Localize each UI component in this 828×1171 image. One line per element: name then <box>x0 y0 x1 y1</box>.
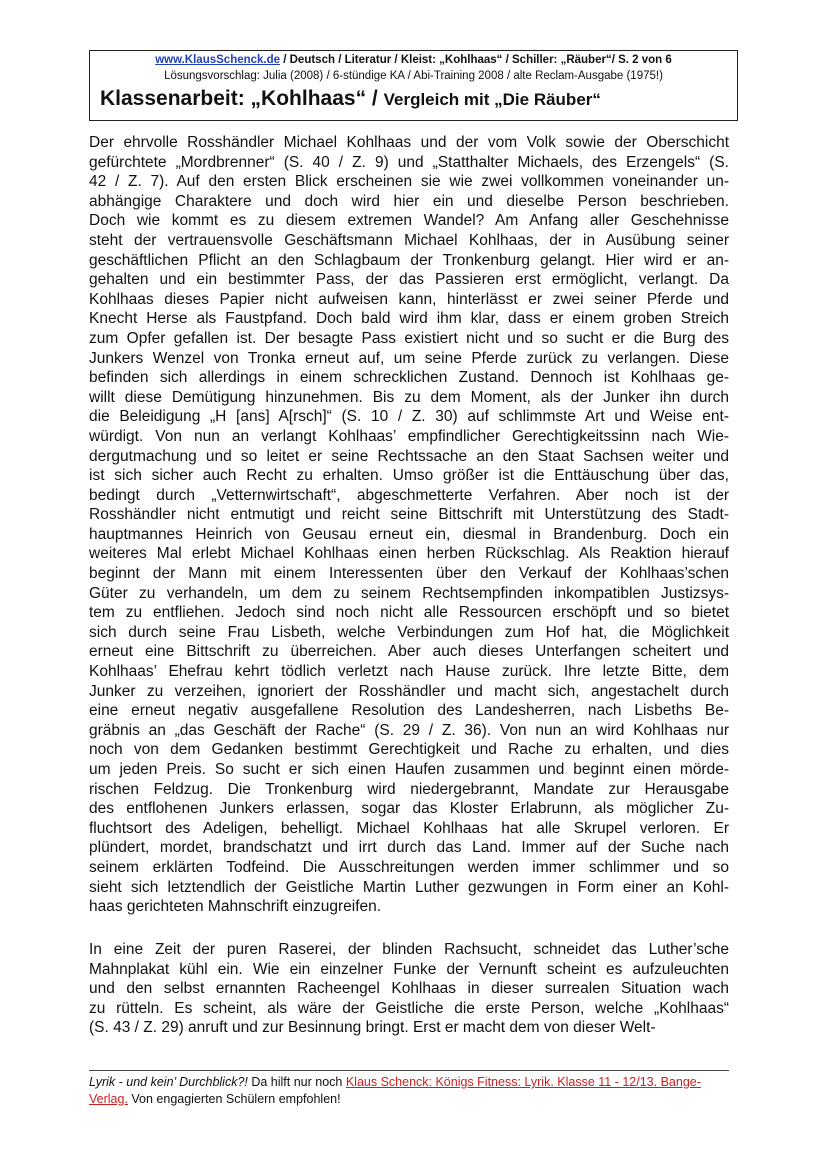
text-line: hauptmannes Heinrich von Geusau erneut ein, diesmal in Brandenburg. Doch ein <box>89 525 729 543</box>
header-subtitle: Lösungsvorschlag: Julia (2008) / 6-stündige KA / Abi-Training 2008 / alte Reclam-Ausgabe (1975!) <box>164 70 663 82</box>
text-line: In eine Zeit der puren Raserei, der blinden Rachsucht, schneidet das Luther’sche <box>89 941 729 958</box>
text-line: plündert, mordet, brandschatzt und irrt durch das Land. Immer auf der Suche nach <box>89 839 729 857</box>
main-paragraph <box>89 133 729 917</box>
text-line: zu rütteln. Es scheint, als wäre der Geistliche die erste Person, welche „Kohlhaas“ <box>89 999 729 1017</box>
text-line: erneut eine Bittschrift zu überreichen. Aber auch dieses Unterfangen scheitert und <box>89 643 729 661</box>
text-line: die Beleidigung „H [ans] A[rsch]“ (S. 10 / Z. 30) auf schlimmste Art und Weise ent- <box>89 408 729 426</box>
header-box <box>89 50 738 121</box>
text-line: sieht sich letztendlich der Geistliche Martin Luther gezwungen in Form einer an Kohl- <box>89 878 729 896</box>
text-line: des entflohenen Junkers erlassen, sogar das Kloster Erlabrunn, als möglicher Zu- <box>89 800 729 818</box>
footer-divider <box>89 1070 729 1071</box>
site-link[interactable]: www.KlausSchenck.de <box>155 54 281 66</box>
text-line: Junker zu verzeihen, ignoriert der Rosshändler und macht sich, angestachelt durch <box>89 682 729 700</box>
text-line: gräbnis an „das Geschäft der Rache“ (S. 29 / Z. 36). Von nun an wird Kohlhaas nur <box>89 721 729 739</box>
text-line: gefürchtete „Mordbrenner“ (S. 40 / Z. 9) und „Statthalter Michaels, des Erzengels“ (S. <box>89 153 729 171</box>
text-line: Mahnplakat kühl ein. Wie ein einzelner Funke der Vernunft scheint es aufzuleuchten <box>89 960 729 978</box>
text-line: ist sich sicher auch Recht zu erhalten. Umso größer ist die Enttäuschung über das, <box>89 467 729 485</box>
breadcrumb-text: / Deutsch / Literatur / Kleist: „Kohlhaas“ / Schiller: „Räuber“/ S. 2 von 6 <box>280 54 672 66</box>
text-line: dergutmachung und so leitet er seine Rechtssache an den Staat Sachsen weiter und <box>89 447 729 465</box>
text-line: rischen Feldzug. Die Tronkenburg wird niedergebrannt, Mandate zur Herausgabe <box>89 780 729 798</box>
text-line: bedingt durch „Vetternwirtschaft“, abgeschmetterte Verfahren. Aber noch ist der <box>89 486 729 504</box>
text-line: Junkers Wenzel von Tronka erneut auf, um seine Pferde zurück zu verlangen. Diese <box>89 349 729 367</box>
text-line: beginnt der Mann mit einem Interessenten über den Verkauf der Kohlhaas’schen <box>89 565 729 583</box>
text-line: tem zu entfliehen. Jedoch sind noch nicht alle Ressourcen erschöpft und so bietet <box>89 604 729 622</box>
text-line: Kohlhaas dieses Papier nicht aufweisen kann, hinterlässt er zwei seiner Pferde und <box>89 290 729 308</box>
text-line: Kohlhaas’ Ehefrau kehrt tödlich verletzt nach Hause zurück. Ihre letzte Bitte, dem <box>89 663 729 681</box>
text-line: abhängige Charaktere und doch wird hier ein und dieselbe Person beschrieben. <box>89 192 729 210</box>
text-line: befinden sich allerdings in einem schrecklichen Zustand. Dennoch ist Kohlhaas ge- <box>89 369 729 387</box>
header-breadcrumb <box>90 54 737 66</box>
text-line: und den selbst ernannten Racheengel Kohlhaas in dieser surrealen Situation wach <box>89 980 729 998</box>
text-line: (S. 43 / Z. 29) anruft und zur Besinnung bringt. Erst er macht dem von dieser Welt- <box>89 1019 656 1037</box>
footer <box>89 1074 729 1108</box>
text-line: zum Opfer gefallen ist. Der besagte Pass existiert nicht und so sucht er die Burg des <box>89 329 729 347</box>
text-line: fluchtsort des Adeligen, behelligt. Michael Kohlhaas hat alle Skrupel verloren. Er <box>89 819 729 837</box>
text-line: um jeden Preis. So sucht er sich einen Haufen zusammen und beginnt einen mörde- <box>89 761 729 778</box>
text-line: 42 / Z. 7). Auf den ersten Blick erscheinen sie wie zwei vollkommen voneinander un- <box>89 173 729 191</box>
text-line: willt diese Demütigung hinzunehmen. Bis zu dem Moment, als der Junker ihn durch <box>89 388 729 406</box>
page-title <box>100 87 731 111</box>
text-line: steht der vertrauensvolle Geschäftsmann Michael Kohlhaas, der in Ausübung seiner <box>89 231 729 249</box>
text-line: Der ehrvolle Rosshändler Michael Kohlhaas und der vom Volk sowie der Oberschicht <box>89 134 729 151</box>
text-line: noch von dem Gedanken bestimmt Gerechtigkeit und Rache zu erhalten, und dies <box>89 741 729 759</box>
text-line: seinem erklärten Todfeind. Die Ausschreitungen werden immer schlimmer und so <box>89 858 729 876</box>
text-line: Rosshändler nicht entmutigt und reicht seine Bittschrift mit Unterstützung des Stadt- <box>89 506 729 524</box>
title-main: Klassenarbeit: „Kohlhaas“ / <box>100 87 384 110</box>
footer-book-link[interactable]: Klaus Schenck: Königs Fitness: Lyrik. Klasse 11 - 12/13. Bange-Verlag. <box>89 1075 701 1106</box>
text-line: geschäftlichen Pflicht an den Schlagbaum der Tronkenburg gelangt. Hier wird er an- <box>89 251 729 269</box>
text-line: sich durch seine Frau Lisbeth, welche Verbindungen zum Hof hat, die Möglichkeit <box>89 623 729 641</box>
text-line: Doch wie kommt es zu diesem extremen Wandel? Am Anfang aller Geschehnisse <box>89 212 729 230</box>
text-line: eine erneut negativ ausgefallene Resolution des Landesherren, nach Lisbeths Be- <box>89 702 729 720</box>
footer-text2: Von engagierten Schülern empfohlen! <box>127 1092 341 1106</box>
footer-italic: Lyrik - und kein’ Durchblick?! <box>89 1075 248 1089</box>
text-line: haas gerichteten Mahnschrift einzugreifen. <box>89 898 382 916</box>
text-line: gehalten und ein bestimmter Pass, der das Passieren erst ermöglicht, verlangt. Da <box>89 271 729 289</box>
text-line: weiteres Mal erlebt Michael Kohlhaas einen herben Rückschlag. Als Reaktion hierauf <box>89 545 729 563</box>
second-paragraph <box>89 940 729 1038</box>
footer-text1: Da hilft nur noch <box>247 1075 346 1089</box>
title-sub: Vergleich mit „Die Räuber“ <box>383 90 601 109</box>
text-line: Güter zu verhandeln, um dem zu seinem Rechtsempfinden inkompatiblen Justizsys- <box>89 584 729 602</box>
text-line: Knecht Herse als Faustpfand. Doch bald wird ihm klar, dass er einem groben Streich <box>89 310 729 328</box>
text-line: würdigt. Von nun an verlangt Kohlhaas’ empfindlicher Gerechtigkeitssinn nach Wie- <box>89 427 729 445</box>
